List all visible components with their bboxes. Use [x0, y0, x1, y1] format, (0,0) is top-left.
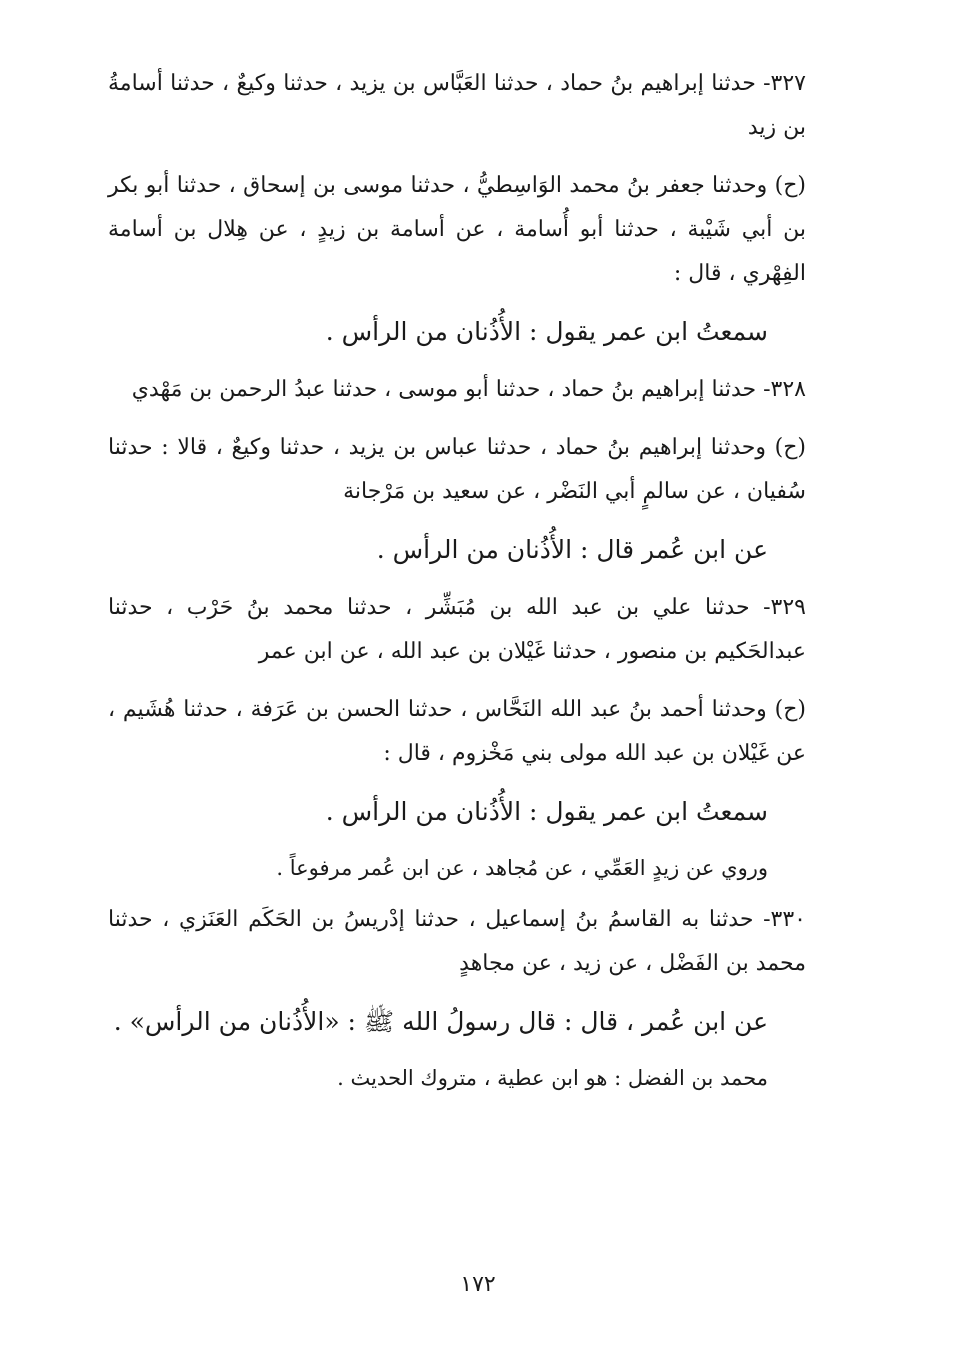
hadith-328-matn: عن ابن عُمر قال : الأُذُنان من الرأس . [376, 535, 768, 564]
page-number: ١٧٢ [460, 1272, 496, 1297]
hadith-329-note: وروي عن زيدٍ العَمِّي ، عن مُجاهد ، عن ابن عُمر مرفوعاً . [276, 856, 768, 880]
hadith-329-matn: سمعتُ ابن عمر يقول : الأُذُنان من الرأس . [325, 797, 768, 826]
hadith-327-isnad-2: (ح) وحدثنا جعفر بنُ محمد الوَاسِطيُّ ، حدثنا موسى بن إسحاق ، حدثنا أبو بكر بن أبي شَيْبة ، حدثنا أبو أُسامة ، عن أسامة بن زيدٍ ، عن هِلال بن أسامة الفِهْري ، قال : [108, 173, 806, 286]
hadith-327-matn: سمعتُ ابن عمر يقول : الأُذُنان من الرأس . [325, 317, 768, 346]
hadith-328-isnad-1: ٣٢٨- حدثنا إبراهيم بنُ حماد ، حدثنا أبو موسى ، حدثنا عبدُ الرحمن بن مَهْدي [131, 377, 806, 402]
hadith-329-isnad-2: (ح) وحدثنا أحمد بنُ عبد الله النَحَّاس ، حدثنا الحسن بن عَرَفة ، حدثنا هُشَيم ، عن غَيْلان بن عبد الله مولى بني مَخْزوم ، قال : [108, 697, 806, 766]
hadith-330-note: محمد بن الفضل : هو ابن عطية ، متروك الحديث . [337, 1066, 768, 1090]
hadith-330-matn: عن ابن عُمر ، قال : قال رسولُ الله ﷺ : «الأُذُنان من الرأس» . [113, 1007, 768, 1036]
hadith-330-isnad: ٣٣٠- حدثنا به القاسمُ بنُ إسماعيل ، حدثنا إدْريسُ بن الحَكَم العَنَزي ، حدثنا محمد بن الفَضْل ، عن زيد ، عن مجاهدٍ [108, 907, 806, 976]
hadith-327-isnad-1: ٣٢٧- حدثنا إبراهيم بنُ حماد ، حدثنا العَبَّاس بن يزيد ، حدثنا وكيعٌ ، حدثنا أسامةُ بن زيد [108, 71, 806, 140]
hadith-329-isnad-1: ٣٢٩- حدثنا علي بن عبد الله بن مُبَشِّر ، حدثنا محمد بنُ حَرْب ، حدثنا عبدالحَكيم بن منصور ، حدثنا غَيْلان بن عبد الله ، عن ابن عمر [108, 595, 806, 664]
hadith-328-isnad-2: (ح) وحدثنا إبراهيم بنُ حماد ، حدثنا عباس بن يزيد ، حدثنا وكيعٌ ، قالا : حدثنا سُفيان ، عن سالمٍ أبي النَضْر ، عن سعيد بن مَرْجانة [108, 435, 806, 504]
hadith-text-block [108, 62, 806, 1108]
